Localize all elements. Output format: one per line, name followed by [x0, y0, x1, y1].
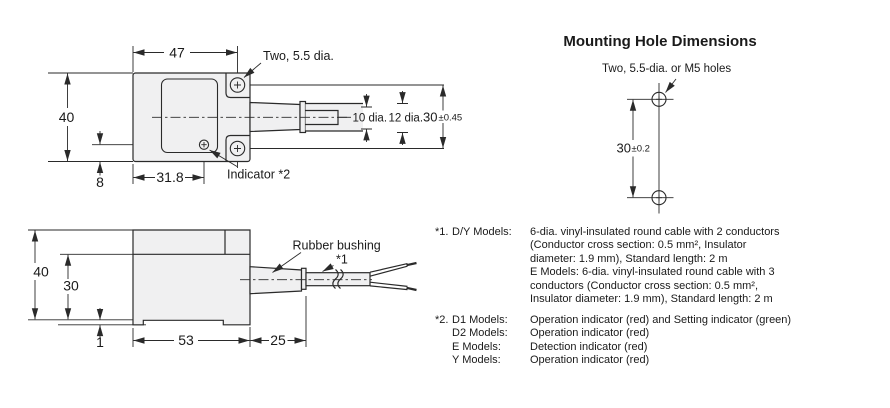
footnote-line: 6-dia. vinyl-insulated round cable with 2 conductors [530, 226, 780, 238]
dim-31-8-text: 31.8 [156, 169, 184, 185]
footnote-line: Insulator diameter: 1.9 mm), Standard length: 2 m [530, 293, 773, 306]
cable-note-ref-text: *1 [336, 252, 348, 267]
model-name: D1 Models: [452, 313, 508, 326]
rubber-bushing-label-text: Rubber bushing [292, 238, 381, 253]
hole-cross-lower [656, 195, 662, 201]
indicator-label-text: Indicator *2 [227, 167, 291, 182]
label-rubber-bushing [273, 239, 381, 273]
mounting-hole-dimensions-title: Mounting Hole Dimensions [563, 33, 757, 50]
footnote-2-row [435, 327, 887, 340]
footnote-1-model-label: D/Y Models: [452, 226, 512, 238]
dim-10dia-text: 10 dia. [352, 112, 388, 125]
dimension-bushing-25 [251, 332, 306, 348]
holes-label-leader [666, 79, 677, 93]
dim-side-30-text: 30 [63, 277, 79, 294]
footnote-1-text-column [530, 226, 779, 306]
footnote-2-row [435, 354, 887, 367]
footnote-line: (Conductor cross section: 0.5 mm², Insulator [530, 239, 747, 252]
bushing-flange-side [302, 268, 307, 289]
footnote-2-row [435, 341, 887, 354]
model-indicator-desc: Operation indicator (red) [530, 354, 650, 367]
side-view-drawing [28, 230, 417, 350]
dim-25-text: 25 [270, 332, 286, 348]
dim-40-text: 40 [58, 109, 75, 125]
pitch-30-text: 30 [616, 140, 631, 156]
two-holes-label-text: Two, 5.5 dia. [263, 49, 334, 63]
dim-30-text: 30 [423, 109, 438, 125]
model-indicator-desc: Detection indicator (red) [530, 340, 648, 353]
footnote-line: E Models: 6-dia. vinyl-insulated round cable with 3 [530, 266, 775, 279]
dim-12dia-text: 12 dia. [388, 112, 424, 125]
dimension-side-height-30 [63, 255, 79, 319]
footnote-2 [435, 314, 887, 368]
dimension-length-53 [134, 332, 250, 348]
dimension-indicator-31-8 [134, 169, 204, 185]
dim-side-40-text: 40 [33, 263, 49, 280]
footnotes-block [435, 226, 887, 368]
footnote-2-row [435, 314, 887, 327]
footnote-1-label-column [435, 226, 530, 306]
mounting-holes-label: Two, 5.5-dia. or M5 holes [602, 63, 732, 75]
dimension-width-47 [134, 45, 238, 61]
footnote-1-marker: *1. [435, 226, 449, 238]
dim-47-text: 47 [169, 44, 185, 61]
dimension-height-40 [59, 74, 75, 162]
model-indicator-desc: Operation indicator (red) [530, 327, 650, 340]
footnote-line: diameter: 1.9 mm), Standard length: 2 m [530, 252, 728, 265]
footnote-2-marker: *2. [435, 313, 449, 326]
dim-1-text: 1 [96, 334, 104, 350]
dim-8-text: 8 [96, 174, 104, 190]
pitch-tol-text: ±0.2 [631, 143, 650, 155]
dimension-offset-8 [96, 131, 104, 190]
sensor-body-side [133, 230, 250, 325]
model-indicator-desc: Operation indicator (red) and Setting indicator (green) [530, 313, 792, 326]
footnote-1 [435, 226, 887, 306]
dimension-pitch-30 [617, 100, 650, 197]
dim-30-tol-text: ±0.45 [438, 112, 463, 124]
model-name: E Models: [452, 340, 501, 353]
mounting-hole-drawing [617, 79, 677, 214]
model-name: Y Models: [452, 354, 501, 367]
model-name: D2 Models: [452, 327, 508, 340]
cable-conductors [370, 263, 417, 290]
label-two-holes [244, 49, 334, 78]
dimension-cable-diameters [353, 86, 463, 149]
top-view-drawing [48, 45, 462, 191]
hole-cross-upper [656, 96, 662, 102]
dimension-side-height-40 [33, 231, 49, 320]
dimension-foot-1 [96, 308, 104, 350]
label-cable-note-ref [323, 253, 348, 272]
footnote-line: conductors (Conductor cross section: 0.5 mm², [530, 279, 759, 292]
dim-53-text: 53 [178, 332, 194, 348]
